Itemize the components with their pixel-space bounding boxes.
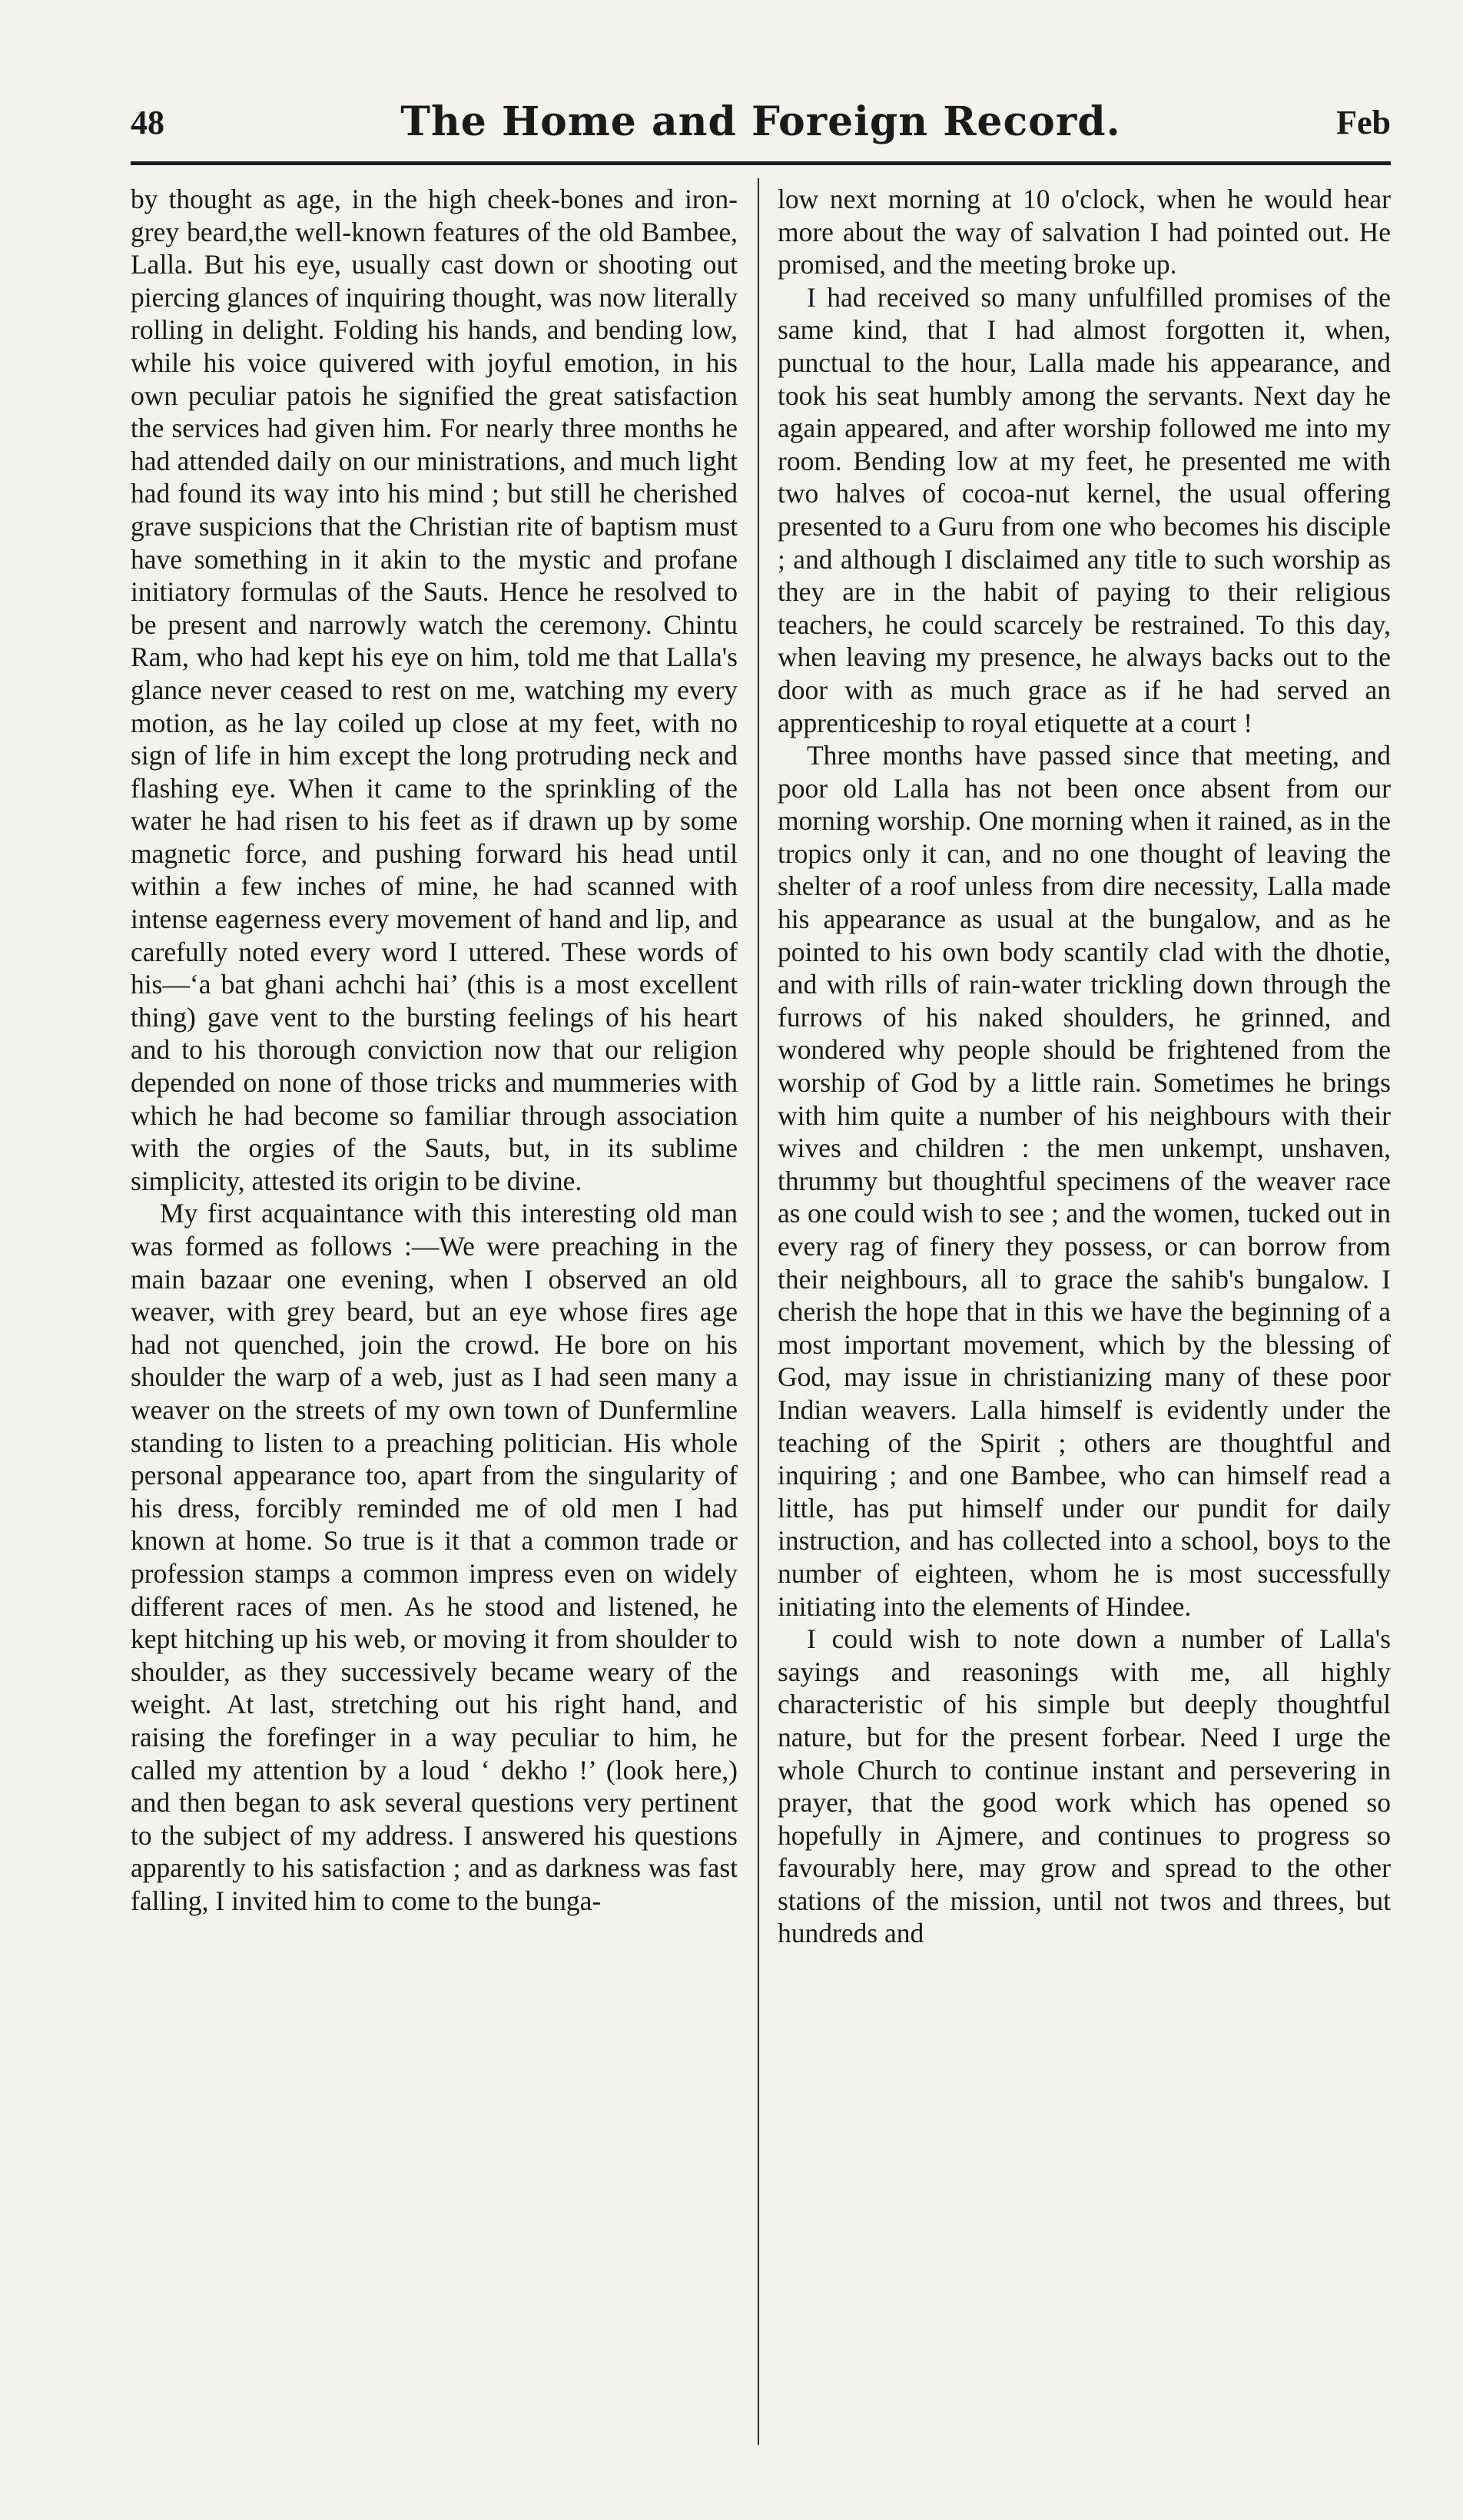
right-column xyxy=(778,183,1391,1950)
column-divider xyxy=(758,178,759,2445)
running-month: Feb xyxy=(1336,104,1391,141)
paragraph: by thought as age, in the high cheek-bones and iron-grey beard,the well-known features of the old Bambee, Lalla. But his eye, usually cast down or shooting out piercing glances of inquiring thought, was now literally rolling in delight. Folding his hands, and bending low, while his voice quivered with joyful emotion, in his own peculiar patois he signified the great satisfaction the services had given him. For nearly three months he had attended daily on our ministrations, and much light had found its way into his mind ; but still he cherished grave suspicions that the Christian rite of baptism must have something in it akin to the mystic and profane initiatory formulas of the Sauts. Hence he resolved to be present and narrowly watch the ceremony. Chintu Ram, who had kept his eye on him, told me that Lalla's glance never ceased to rest on me, watching my every motion, as he lay coiled up close at my feet, with no sign of life in him except the long protruding neck and flashing eye. When it came to the sprinkling of the water he had risen to his feet as if drawn up by some magnetic force, and pushing forward his head until within a few inches of mine, he had scanned with intense eagerness every movement of hand and lip, and carefully noted every word I uttered. These words of his—‘a bat ghani achchi hai’ (this is a most excellent thing) gave vent to the bursting feelings of his heart and to his thorough conviction now that our religion depended on none of those tricks and mummeries with which he had become so familiar through association with the orgies of the Sauts, but, in its sublime simplicity, attested its origin to be divine. xyxy=(131,184,738,1196)
running-title: The Home and Foreign Record. xyxy=(400,98,1121,145)
page-number: 48 xyxy=(131,104,164,141)
paragraph: I could wish to note down a number of Lalla's sayings and reasonings with me, all highly characteristic of his simple but deeply thoughtful nature, but for the present forbear. Need I urge the whole Church to continue instant and persevering in prayer, that the good work which has opened so hopefully in Ajmere, and continues to progress so favourably here, may grow and spread to the other stations of the mission, until not twos and threes, but hundreds and xyxy=(778,1623,1391,1949)
header-rule xyxy=(131,161,1391,165)
paragraph: I had received so many unfulfilled promises of the same kind, that I had almost forgotten it, when, punctual to the hour, Lalla made his appearance, and took his seat humbly among the servants. Next day he again appeared, and after worship followed me into my room. Bending low at my feet, he presented me with two halves of cocoa-nut kernel, the usual offering presented to a Guru from one who becomes his disciple ; and although I disclaimed any title to such worship as they are in the habit of paying to their religious teachers, he could scarcely be restrained. To this day, when leaving my presence, he always backs out to the door with as much grace as if he had served an apprenticeship to royal etiquette at a court ! xyxy=(778,281,1391,738)
paragraph: Three months have passed since that meeting, and poor old Lalla has not been once absent from our morning worship. One morning when it rained, as in the tropics only it can, and no one thought of leaving the shelter of a roof unless from dire necessity, Lalla made his appearance as usual at the bungalow, and as he pointed to his own body scantily clad with the dhotie, and with rills of rain-water trickling down through the furrows of his naked shoulders, he grinned, and wondered why people should be frightened from the worship of God by a little rain. Sometimes he brings with him quite a number of his neighbours with their wives and children : the men unkempt, unshaven, thrummy but thoughtful specimens of the weaver race as one could wish to see ; and the women, tucked out in every rag of finery they possess, or can borrow from their neighbours, all to grace the sahib's bungalow. I cherish the hope that in this we have the beginning of a most important movement, which by the blessing of God, may issue in christianizing many of these poor Indian weavers. Lalla himself is evidently under the teaching of the Spirit ; others are thoughtful and inquiring ; and one Bambee, who can himself read a little, has put himself under our pundit for daily instruction, and has collected into a school, boys to the number of eighteen, whom he is most successfully initiating into the elements of Hindee. xyxy=(778,740,1391,1622)
paragraph: low next morning at 10 o'clock, when he would hear more about the way of salvation I had pointed out. He promised, and the meeting broke up. xyxy=(778,184,1391,280)
paragraph: My first acquaintance with this interesting old man was formed as follows :—We were preaching in the main bazaar one evening, when I observed an old weaver, with grey beard, but an eye whose fires age had not quenched, join the crowd. He bore on his shoulder the warp of a web, just as I had seen many a weaver on the streets of my own town of Dunfermline standing to listen to a preaching politician. His whole personal appearance too, apart from the singularity of his dress, forcibly reminded me of old men I had known at home. So true is it that a common trade or profession stamps a common impress even on widely different races of men. As he stood and listened, he kept hitching up his web, or moving it from shoulder to shoulder, as they successively became weary of the weight. At last, stretching out his right hand, and raising the forefinger in a way peculiar to him, he called my attention by a loud ‘ dekho !’ (look here,) and then began to ask several questions very pertinent to the subject of my address. I answered his questions apparently to his satisfaction ; and as darkness was fast falling, I invited him to come to the bunga- xyxy=(131,1198,738,1916)
left-column xyxy=(131,183,738,1917)
page-header xyxy=(131,98,1391,160)
